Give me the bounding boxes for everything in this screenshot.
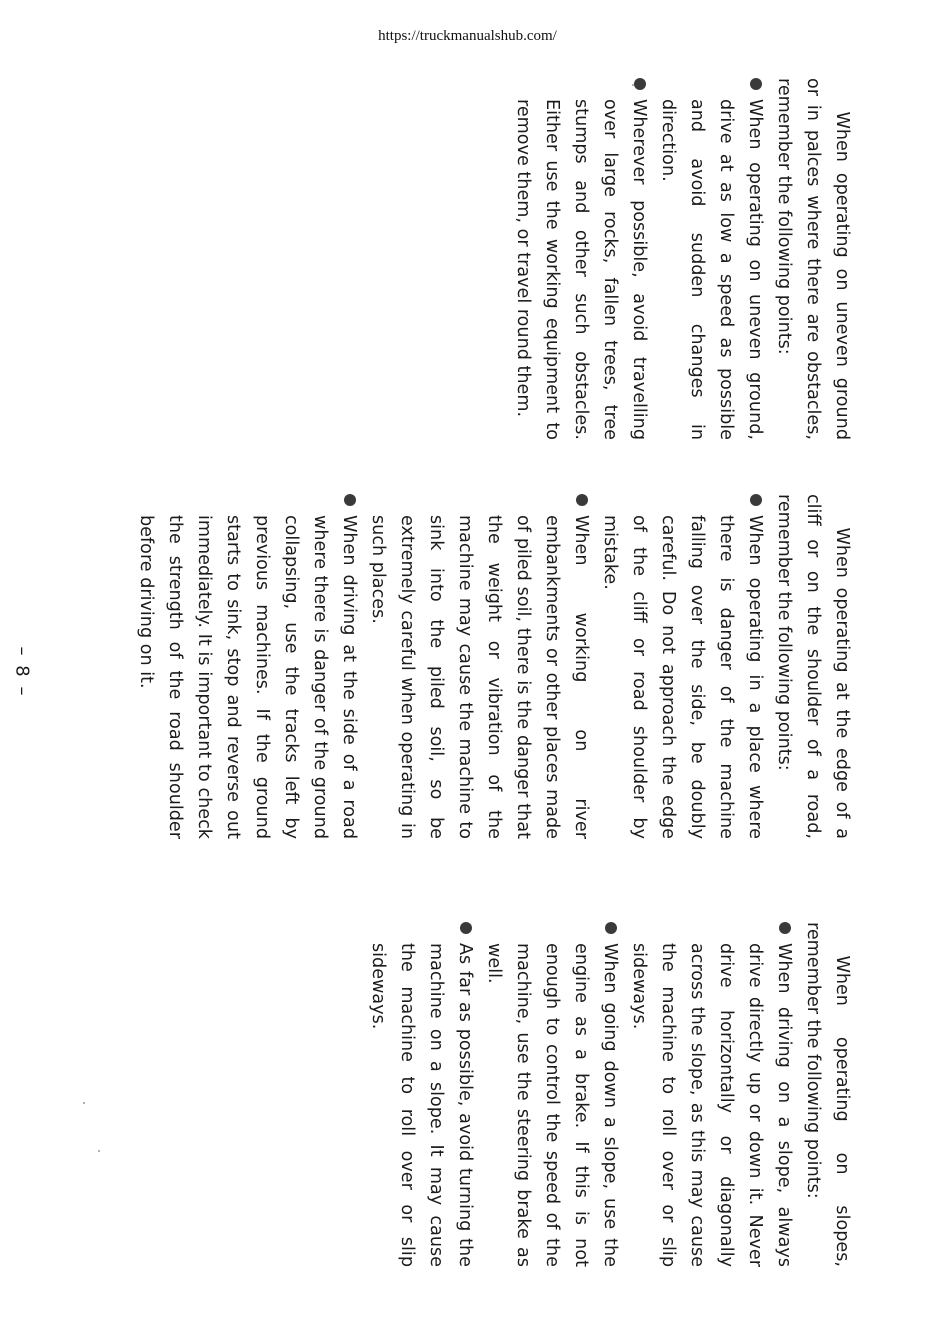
bullet-dot-icon: [750, 494, 762, 506]
bullet-text: When driving on a slope, always drive directly up or down it. Never drive horizontally or diagonally across the slope, as this may cause the machine to roll over or slip sideways.: [629, 943, 794, 1267]
bullet-text: When working on river embankments or other places made of piled soil, there is the danger that the weight or vibration of the machine may cause the machine to sink into the piled soil, so be extremely careful when operating in such places.: [368, 515, 591, 839]
bullet-item: [479, 922, 624, 1267]
section-intro: When operating at the edge of a cliff or on the shoulder of a road, remember the following points:: [774, 494, 852, 839]
section-intro: When operating on uneven ground or in palces where there are obstacles, remember the following points:: [774, 78, 852, 440]
scan-speck: [632, 84, 634, 86]
header-url: https://truckmanualshub.com/: [378, 28, 557, 44]
section-intro: When operating on slopes, remember the following points:: [803, 922, 852, 1267]
section-cliff-edge-text: [131, 494, 856, 839]
bullet-dot-icon: [576, 494, 588, 506]
section-uneven-ground-text: [508, 78, 856, 440]
bullet-dot-icon: [605, 922, 617, 934]
bullet-item: [131, 494, 363, 839]
bullet-text: When driving at the side of a road where there is danger of the ground collapsing, use the tracks left by previous machines. If the ground starts to sink, stop and reverse out immediately. It is important to check the strength of the road shoulder before driving on it.: [136, 515, 359, 839]
bullet-text: When going down a slope, use the engine as a brake. If this is not enough to control the speed of the machine, use the steering brake as well.: [484, 943, 620, 1267]
bullet-dot-icon: [779, 922, 791, 934]
bullet-dot-icon: [344, 494, 356, 506]
bullet-list: [363, 922, 798, 1267]
bullet-text: Wherever possible, avoid travelling over large rocks, fallen trees, tree stumps and other such obstacles. Either use the working equipment to remove them, or travel round them.: [513, 99, 649, 440]
bullet-dot-icon: [750, 78, 762, 90]
bullet-item: [595, 494, 769, 839]
bullet-dot-icon: [634, 78, 646, 90]
bullet-list: [508, 78, 769, 440]
scan-speck: [83, 1102, 85, 1104]
bullet-item: [653, 78, 769, 440]
bullet-item: [624, 922, 798, 1267]
scan-speck: [98, 1150, 100, 1152]
bullet-list: [131, 494, 769, 839]
bullet-text: When operating on uneven ground, drive at as low a speed as possible and avoid sudden changes in direction.: [658, 99, 765, 440]
bullet-text: As far as possible, avoid turning the machine on a slope. It may cause the machine to roll over or slip sideways.: [368, 943, 475, 1267]
bullet-text: When operating in a place where there is danger of the machine falling over the side, be doubly careful. Do not approach the edge of the cliff or road shoulder by mistake.: [600, 515, 765, 839]
section-slopes-text: [363, 922, 856, 1267]
bullet-item: [508, 78, 653, 440]
bullet-item: [363, 494, 595, 839]
bullet-item: [363, 922, 479, 1267]
bullet-dot-icon: [460, 922, 472, 934]
page-number-text: – 8 –: [11, 646, 33, 698]
